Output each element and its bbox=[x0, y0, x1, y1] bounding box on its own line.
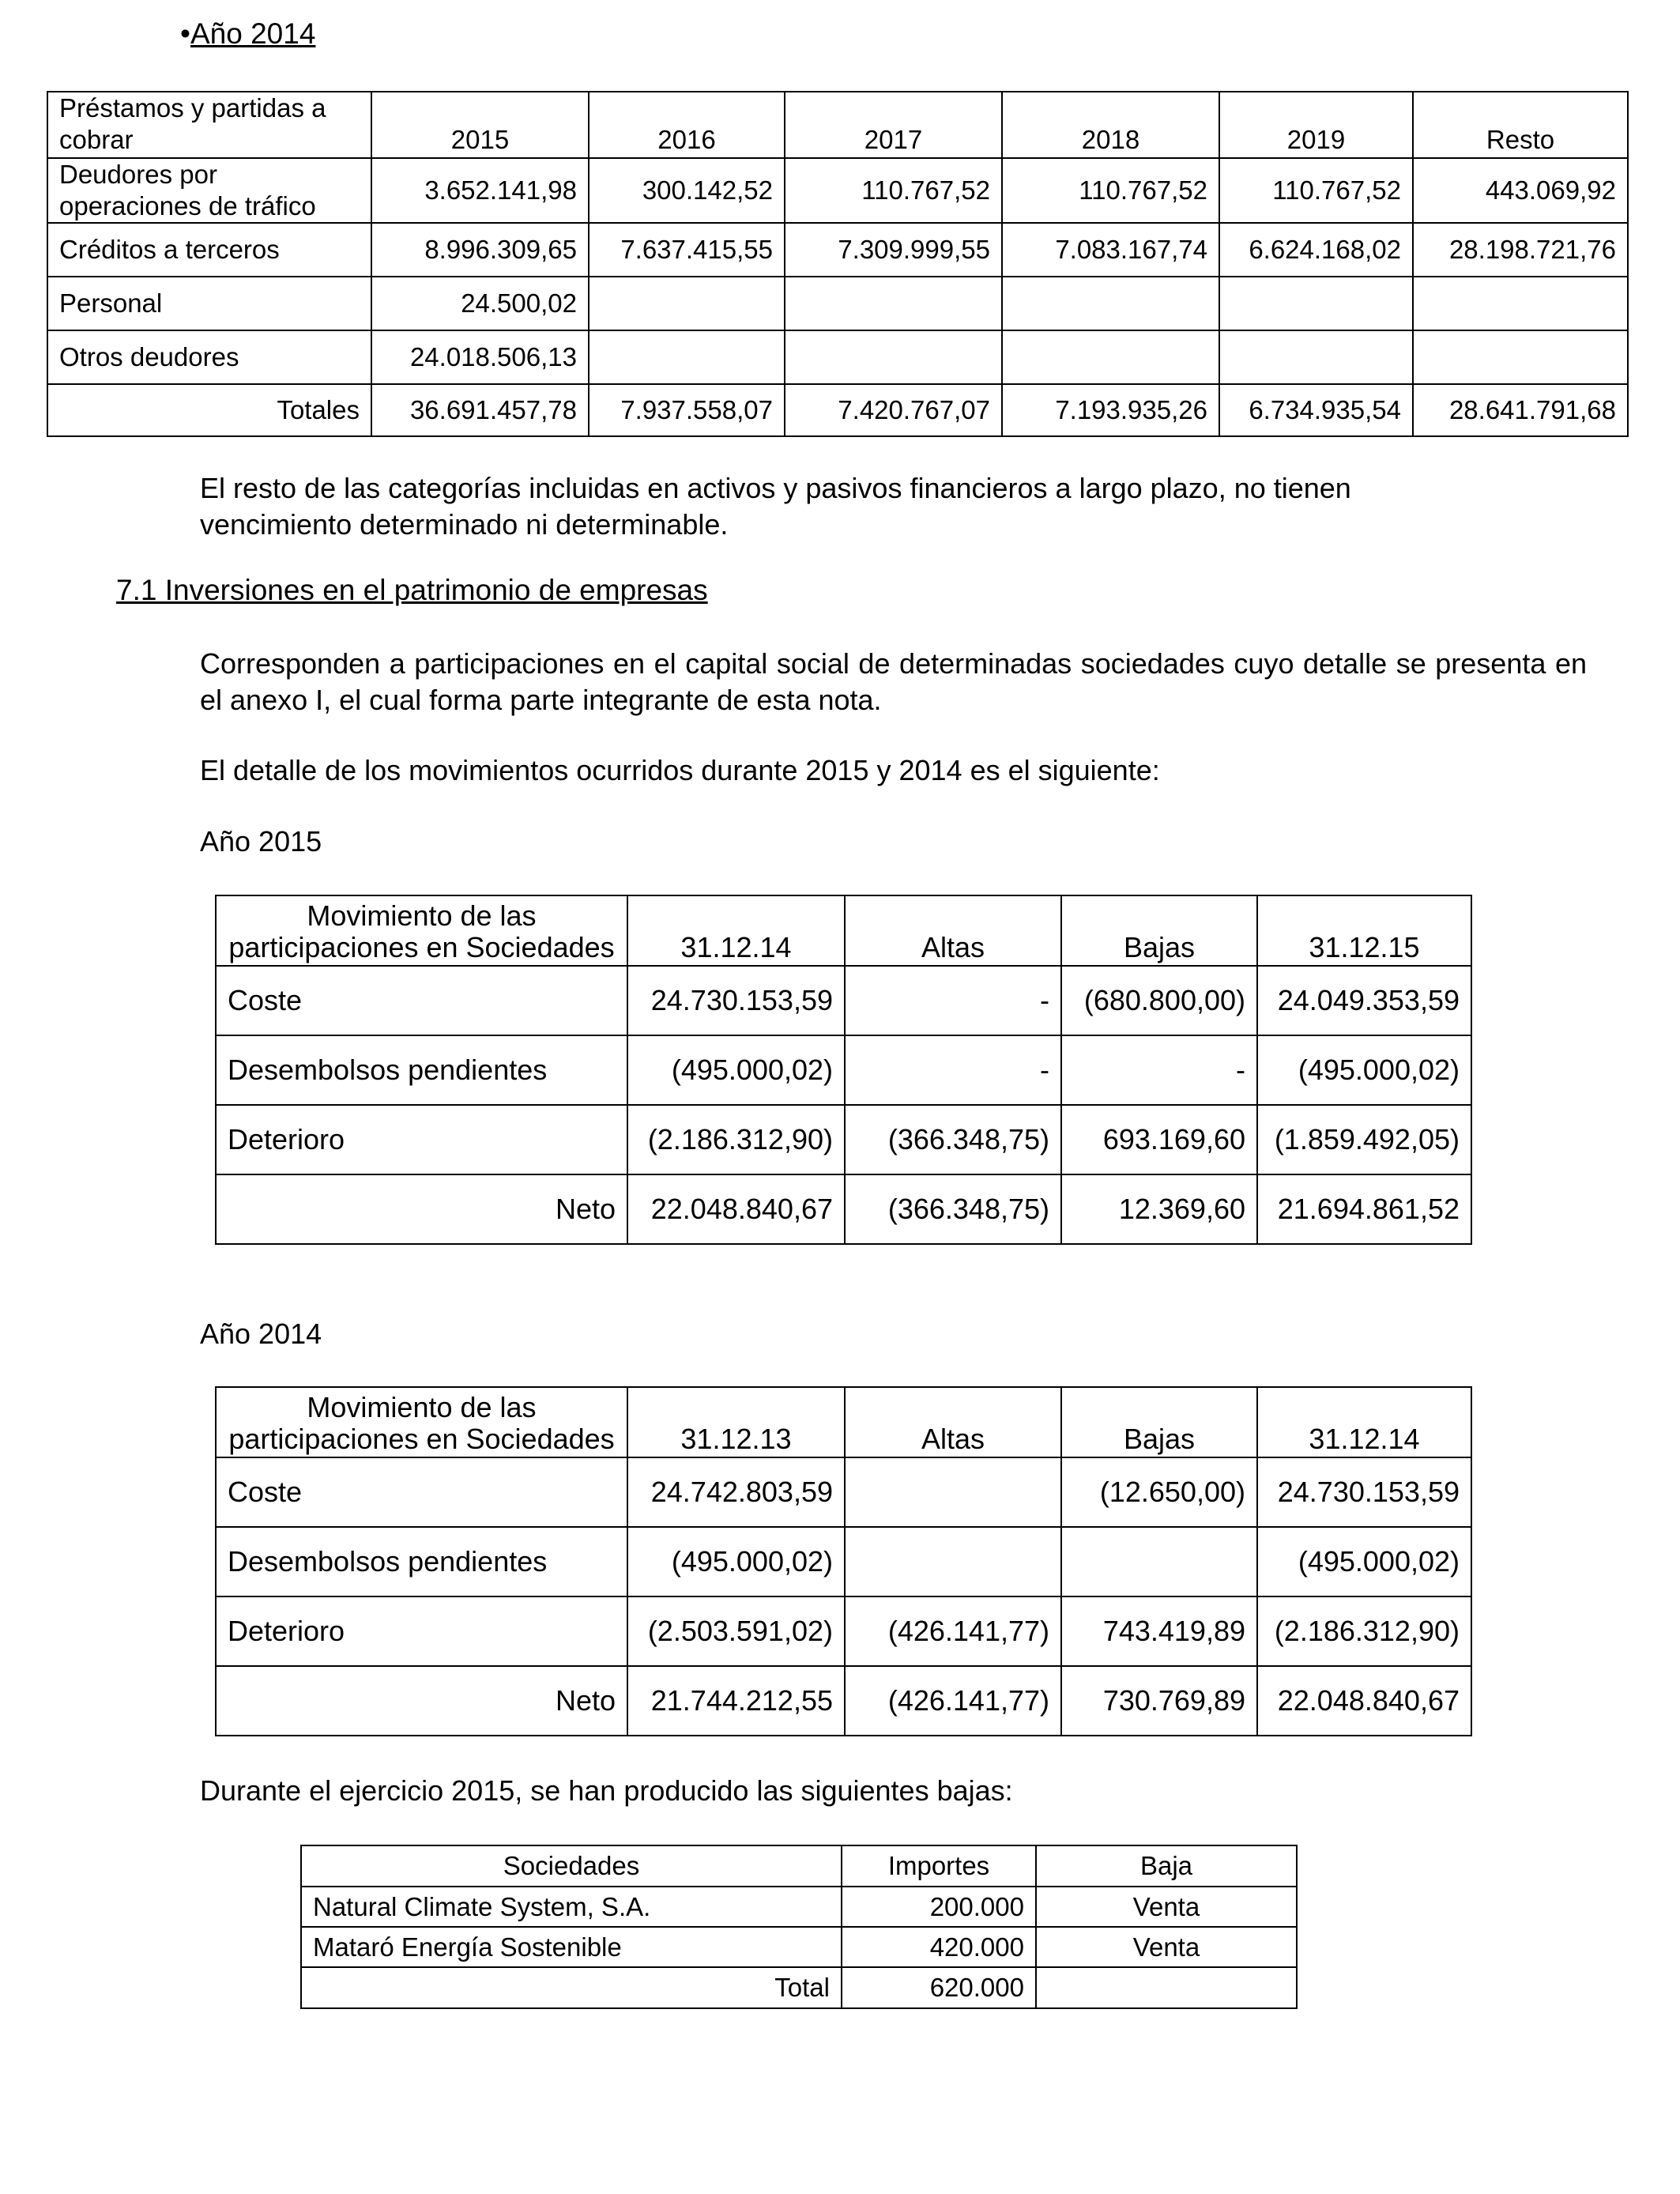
table-cell bbox=[1219, 277, 1413, 330]
movements-2015-table bbox=[215, 895, 1472, 1245]
table-cell: 7.937.558,07 bbox=[589, 384, 785, 436]
net-row bbox=[216, 1666, 1471, 1736]
table-cell: 6.624.168,02 bbox=[1219, 223, 1413, 277]
header-cell: Sociedades bbox=[301, 1845, 842, 1887]
header-cell: 2015 bbox=[371, 92, 589, 158]
paragraph-participations: Corresponden a participaciones en el capital social de determinadas sociedades cuyo detalle se presenta en el anexo I, el cual forma parte integrante de esta nota. bbox=[200, 647, 1587, 716]
table-cell bbox=[1413, 330, 1628, 384]
table-header-row bbox=[216, 1387, 1471, 1457]
year-2014-label: Año 2014 bbox=[200, 1318, 322, 1350]
table-cell: 7.309.999,55 bbox=[785, 223, 1002, 277]
row-label: Desembolsos pendientes bbox=[216, 1035, 627, 1105]
loans-receivables-table bbox=[47, 91, 1629, 437]
table-cell: (426.141,77) bbox=[845, 1666, 1061, 1736]
header-cell: Resto bbox=[1413, 92, 1628, 158]
table-cell: (495.000,02) bbox=[1257, 1035, 1471, 1105]
table-cell: 24.500,02 bbox=[371, 277, 589, 330]
table-cell: 110.767,52 bbox=[1002, 158, 1219, 223]
movements-2014-table bbox=[215, 1386, 1472, 1736]
table-cell: (1.859.492,05) bbox=[1257, 1105, 1471, 1174]
amount-cell: 420.000 bbox=[842, 1927, 1036, 1967]
disposal-type-cell bbox=[1036, 1967, 1297, 2008]
table-cell bbox=[1002, 277, 1219, 330]
table-cell: 22.048.840,67 bbox=[1257, 1666, 1471, 1736]
header-cell: Movimiento de las participaciones en Sociedades bbox=[216, 1387, 627, 1457]
table-cell: (495.000,02) bbox=[1257, 1527, 1471, 1596]
amount-cell: 200.000 bbox=[842, 1887, 1036, 1927]
table-cell: 3.652.141,98 bbox=[371, 158, 589, 223]
table-cell bbox=[845, 1527, 1061, 1596]
table-cell: - bbox=[845, 1035, 1061, 1105]
disposals-table bbox=[300, 1845, 1298, 2009]
header-cell: 31.12.13 bbox=[627, 1387, 845, 1457]
row-label: Coste bbox=[216, 966, 627, 1035]
header-cell: Altas bbox=[845, 1387, 1061, 1457]
year-2015-label: Año 2015 bbox=[200, 825, 322, 858]
row-label: Neto bbox=[216, 1666, 627, 1736]
table-cell: (426.141,77) bbox=[845, 1596, 1061, 1666]
header-cell: 31.12.15 bbox=[1257, 895, 1471, 966]
table-cell: 110.767,52 bbox=[785, 158, 1002, 223]
table-cell: 6.734.935,54 bbox=[1219, 384, 1413, 436]
table-cell: 24.730.153,59 bbox=[627, 966, 845, 1035]
table-cell: 24.018.506,13 bbox=[371, 330, 589, 384]
table-row bbox=[216, 1527, 1471, 1596]
table-header-row bbox=[216, 895, 1471, 966]
totals-row bbox=[47, 384, 1628, 436]
table-cell: - bbox=[845, 966, 1061, 1035]
header-cell: Bajas bbox=[1061, 895, 1257, 966]
table-cell bbox=[845, 1457, 1061, 1527]
table-cell bbox=[785, 277, 1002, 330]
year-2014-heading: •Año 2014 bbox=[180, 17, 316, 50]
table-cell bbox=[1061, 1527, 1257, 1596]
total-label: Total bbox=[301, 1967, 842, 2008]
bullet-icon: • bbox=[180, 17, 190, 50]
header-cell: Bajas bbox=[1061, 1387, 1257, 1457]
table-row bbox=[216, 1457, 1471, 1527]
section-title: 7.1 Inversiones en el patrimonio de empresas bbox=[116, 574, 708, 606]
table-cell: 110.767,52 bbox=[1219, 158, 1413, 223]
paragraph-disposals: Durante el ejercicio 2015, se han producido las siguientes bajas: bbox=[200, 1774, 1013, 1807]
row-label: Deudores por operaciones de tráfico bbox=[47, 158, 371, 223]
row-label: Totales bbox=[47, 384, 371, 436]
header-cell: Préstamos y partidas a cobrar bbox=[47, 92, 371, 158]
header-cell: Importes bbox=[842, 1845, 1036, 1887]
table-cell: (2.503.591,02) bbox=[627, 1596, 845, 1666]
header-cell: Movimiento de las participaciones en Sociedades bbox=[216, 895, 627, 966]
table-cell: 24.742.803,59 bbox=[627, 1457, 845, 1527]
table-cell: (366.348,75) bbox=[845, 1105, 1061, 1174]
row-label: Desembolsos pendientes bbox=[216, 1527, 627, 1596]
table-row bbox=[216, 1596, 1471, 1666]
paragraph-maturity: El resto de las categorías incluidas en activos y pasivos financieros a largo plazo, no tienen vencimiento determinado ni determinable. bbox=[200, 472, 1351, 541]
table-row bbox=[301, 1927, 1297, 1967]
table-cell: (495.000,02) bbox=[627, 1035, 845, 1105]
table-cell: 7.420.767,07 bbox=[785, 384, 1002, 436]
company-name: Mataró Energía Sostenible bbox=[301, 1927, 842, 1967]
table-cell: (495.000,02) bbox=[627, 1527, 845, 1596]
row-label: Neto bbox=[216, 1174, 627, 1244]
paragraph-movements: El detalle de los movimientos ocurridos durante 2015 y 2014 es el siguiente: bbox=[200, 754, 1160, 786]
table-cell: 743.419,89 bbox=[1061, 1596, 1257, 1666]
table-header-row bbox=[301, 1845, 1297, 1887]
header-cell: 31.12.14 bbox=[627, 895, 845, 966]
header-cell: 31.12.14 bbox=[1257, 1387, 1471, 1457]
table-cell bbox=[1413, 277, 1628, 330]
header-cell: Altas bbox=[845, 895, 1061, 966]
header-cell: 2019 bbox=[1219, 92, 1413, 158]
table-cell: 24.730.153,59 bbox=[1257, 1457, 1471, 1527]
table-cell: 693.169,60 bbox=[1061, 1105, 1257, 1174]
table-cell: (2.186.312,90) bbox=[1257, 1596, 1471, 1666]
table-row bbox=[47, 223, 1628, 277]
disposal-type-cell: Venta bbox=[1036, 1927, 1297, 1967]
table-header-row bbox=[47, 92, 1628, 158]
row-label: Otros deudores bbox=[47, 330, 371, 384]
header-cell: 2016 bbox=[589, 92, 785, 158]
net-row bbox=[216, 1174, 1471, 1244]
table-cell: 28.641.791,68 bbox=[1413, 384, 1628, 436]
table-cell: (366.348,75) bbox=[845, 1174, 1061, 1244]
row-label: Créditos a terceros bbox=[47, 223, 371, 277]
table-cell: (2.186.312,90) bbox=[627, 1105, 845, 1174]
table-cell: 7.083.167,74 bbox=[1002, 223, 1219, 277]
company-name: Natural Climate System, S.A. bbox=[301, 1887, 842, 1927]
table-cell: (680.800,00) bbox=[1061, 966, 1257, 1035]
header-cell: Baja bbox=[1036, 1845, 1297, 1887]
table-cell bbox=[589, 330, 785, 384]
table-cell: 300.142,52 bbox=[589, 158, 785, 223]
table-cell bbox=[589, 277, 785, 330]
table-cell bbox=[785, 330, 1002, 384]
disposal-type-cell: Venta bbox=[1036, 1887, 1297, 1927]
row-label: Personal bbox=[47, 277, 371, 330]
table-row bbox=[47, 277, 1628, 330]
header-cell: 2018 bbox=[1002, 92, 1219, 158]
table-cell bbox=[1219, 330, 1413, 384]
table-cell: 443.069,92 bbox=[1413, 158, 1628, 223]
table-cell: - bbox=[1061, 1035, 1257, 1105]
table-cell: 730.769,89 bbox=[1061, 1666, 1257, 1736]
row-label: Deterioro bbox=[216, 1596, 627, 1666]
table-row bbox=[301, 1887, 1297, 1927]
table-row bbox=[47, 158, 1628, 223]
table-cell: 12.369,60 bbox=[1061, 1174, 1257, 1244]
table-cell: 7.193.935,26 bbox=[1002, 384, 1219, 436]
table-row bbox=[216, 966, 1471, 1035]
header-cell: 2017 bbox=[785, 92, 1002, 158]
table-cell: 36.691.457,78 bbox=[371, 384, 589, 436]
table-cell: 8.996.309,65 bbox=[371, 223, 589, 277]
table-row bbox=[216, 1105, 1471, 1174]
table-cell: 7.637.415,55 bbox=[589, 223, 785, 277]
table-cell bbox=[1002, 330, 1219, 384]
table-cell: 28.198.721,76 bbox=[1413, 223, 1628, 277]
table-cell: 22.048.840,67 bbox=[627, 1174, 845, 1244]
amount-cell: 620.000 bbox=[842, 1967, 1036, 2008]
table-cell: 24.049.353,59 bbox=[1257, 966, 1471, 1035]
total-row bbox=[301, 1967, 1297, 2008]
table-cell: (12.650,00) bbox=[1061, 1457, 1257, 1527]
row-label: Deterioro bbox=[216, 1105, 627, 1174]
row-label: Coste bbox=[216, 1457, 627, 1527]
table-row bbox=[216, 1035, 1471, 1105]
table-cell: 21.744.212,55 bbox=[627, 1666, 845, 1736]
table-cell: 21.694.861,52 bbox=[1257, 1174, 1471, 1244]
table-row bbox=[47, 330, 1628, 384]
